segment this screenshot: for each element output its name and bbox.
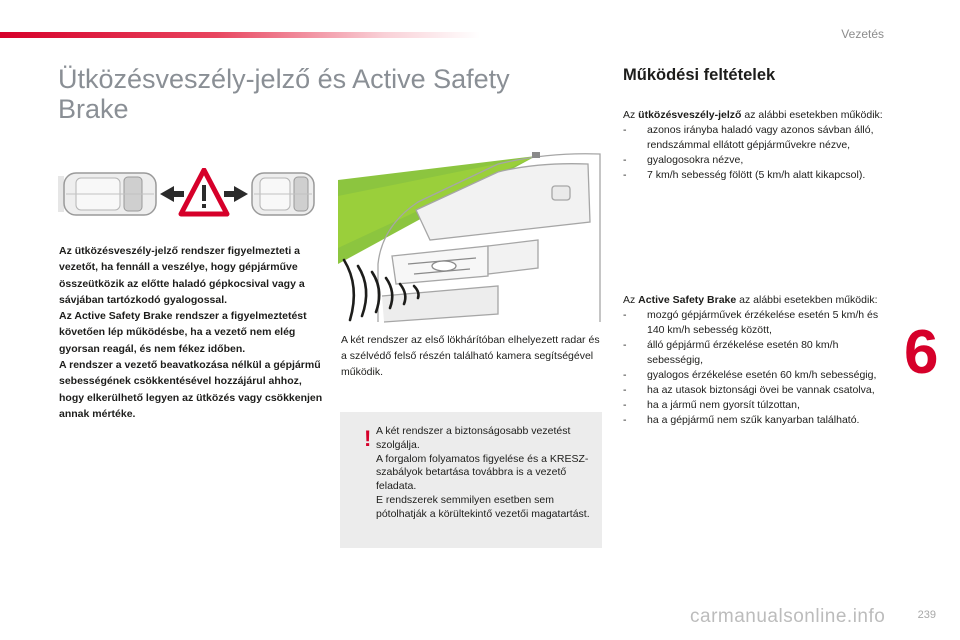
radar-camera-description: A két rendszer az első lökhárítóban elhelyezett radar és a szélvédő felső részén található kamera segítségével működik. (341, 334, 600, 378)
rear-van-icon (58, 173, 156, 215)
page-title: Ütközésveszély-jelző és Active Safety Brake (58, 64, 510, 124)
warning-triangle-icon (181, 170, 227, 214)
intro-paragraph-2: Az Active Safety Brake rendszer a figyelmeztetést követően lép működésbe, ha a vezető nem elég gyorsan reagál, és nem fékez időben. (59, 310, 307, 355)
page-number: 239 (917, 609, 936, 621)
active-safety-brake-lead (623, 293, 893, 308)
intro-text (59, 243, 329, 422)
safety-note-text: A két rendszer a biztonságosabb vezetést szolgálja. A forgalom folyamatos figyelése és a KRESZ-szabályok betartása továbbra is a vezető feladata. E rendszerek semmilyen esetben sem pótolhatják a körültekintő vezetői magatartást. (376, 425, 590, 520)
conditions-title: Működési feltételek (623, 66, 776, 84)
collision-warning-condition-list (623, 123, 893, 183)
list-item: - ha a gépjármű nem szűk kanyarban található. (623, 414, 860, 426)
list-item: - gyalogosokra nézve, (623, 154, 744, 166)
list-item: - ha az utasok biztonsági övei be vannak csatolva, (623, 384, 875, 396)
lead-system-name: ütközésveszély-jelző (638, 109, 742, 121)
lead-suffix: az alábbi esetekben működik: (736, 294, 878, 306)
collision-warning-conditions (623, 108, 893, 183)
exclamation-icon: ! (364, 426, 372, 451)
list-item: - 7 km/h sebesség fölött (5 km/h alatt kikapcsol). (623, 169, 866, 181)
list-item: - álló gépjármű érzékelése esetén 80 km/h sebességig, (623, 339, 839, 366)
section-label: Vezetés (841, 27, 884, 41)
active-safety-brake-conditions (623, 293, 893, 428)
van-radar-camera-illustration (338, 146, 602, 326)
list-item: - azonos irányba haladó vagy azonos sávban álló, rendszámmal ellátott gépjárművekre nézve, (623, 124, 874, 151)
collision-warning-lead (623, 108, 893, 123)
chapter-number: 6 (904, 318, 939, 387)
front-van-icon (252, 173, 314, 215)
list-item: - gyalogos érzékelése esetén 60 km/h sebességig, (623, 369, 877, 381)
watermark: carmanualsonline.info (690, 606, 886, 627)
lead-suffix: az alábbi esetekben működik: (741, 109, 883, 121)
list-item: - ha a jármű nem gyorsít túlzottan, (623, 399, 800, 411)
intro-paragraph-1: Az ütközésveszély-jelző rendszer figyelmezteti a vezetőt, ha fennáll a veszélye, hogy gépjárműve összeütközik az előtte haladó gépkocsival vagy a sávjában tartózkodó gyalogossal. (59, 245, 305, 306)
header-accent-bar (0, 32, 480, 38)
safety-note-box (340, 412, 602, 548)
intro-paragraph-3: A rendszer a vezető beavatkozása nélkül a gépjármű sebességének csökkentésével hozzájárul ahhoz, hogy elkerülhető legyen az ütközés vagy csökkenjen annak mértéke. (59, 359, 323, 420)
lead-prefix: Az (623, 294, 639, 306)
lead-prefix: Az (623, 109, 639, 121)
list-item: - mozgó gépjárművek érzékelése esetén 5 km/h és 140 km/h sebesség között, (623, 309, 879, 336)
lead-system-name: Active Safety Brake (638, 294, 737, 306)
collision-warning-illustration (56, 168, 318, 220)
active-safety-brake-condition-list (623, 308, 893, 428)
